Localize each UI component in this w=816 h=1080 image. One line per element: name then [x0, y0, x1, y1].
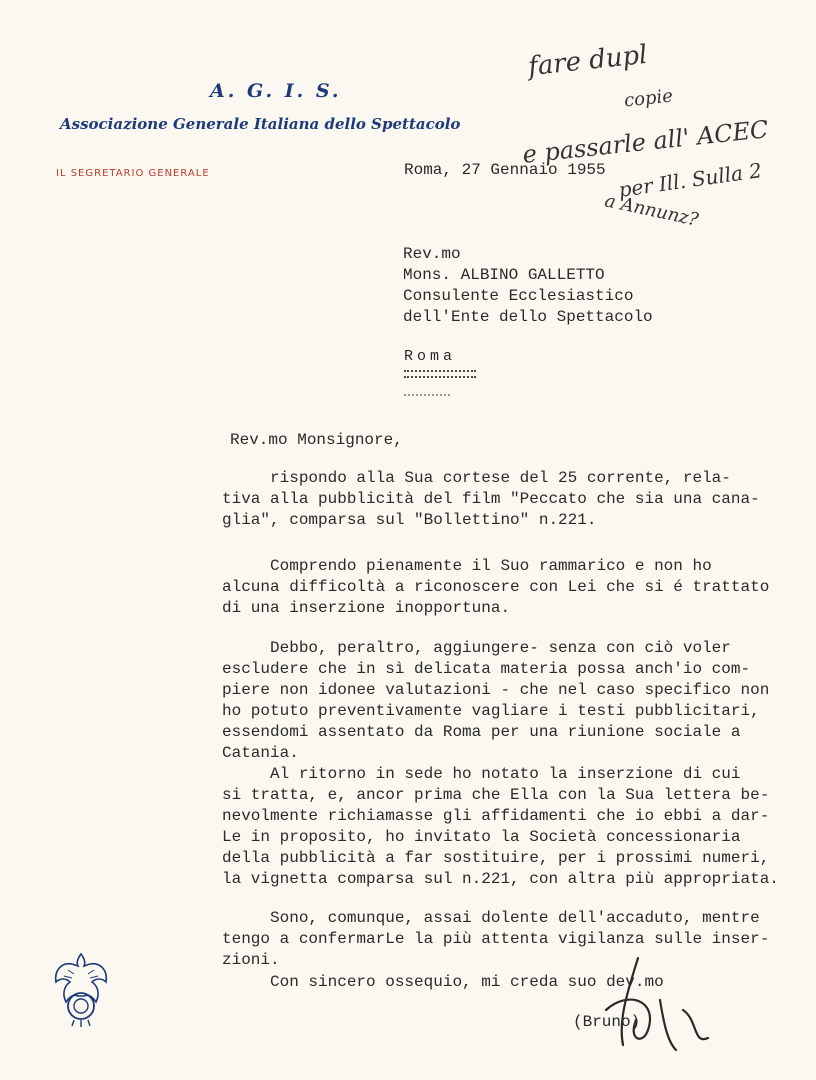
body-line: zioni.: [222, 951, 280, 969]
handwritten-note-line: per Ill. Sulla 2: [617, 158, 764, 202]
body-line: la vignetta comparsa sul n.221, con altra più appropriata.: [222, 870, 779, 888]
recipient-line: Mons. ALBINO GALLETTO: [403, 266, 605, 284]
letterhead-association: Associazione Generale Italiana dello Spettacolo: [60, 115, 461, 133]
eagle-crest-icon: [50, 948, 112, 1028]
handwritten-note-line: copie: [623, 85, 674, 112]
body-line: tengo a confermarLe la più attenta vigilanza sulle inser-: [222, 930, 770, 948]
dotted-divider: [404, 394, 450, 396]
recipient-city: Roma: [404, 348, 457, 365]
city-underline: [404, 370, 476, 378]
body-line: escludere che in sì delicata materia possa anch'io com-: [222, 660, 751, 678]
body-line: della pubblicità a far sostituire, per i prossimi numeri,: [222, 849, 770, 867]
body-line: glia", comparsa sul "Bollettino" n.221.: [222, 511, 597, 529]
body-line: Sono, comunque, assai dolente dell'accaduto, mentre: [222, 909, 760, 927]
body-line: di una inserzione inopportuna.: [222, 599, 511, 617]
body-line: Comprendo pienamente il Suo rammarico e non ho: [222, 557, 712, 575]
signature-name: (Bruno): [573, 1013, 641, 1031]
body-line: piere non idonee valutazioni - che nel caso specifico non: [222, 681, 770, 699]
salutation: Rev.mo Monsignore,: [230, 431, 403, 449]
body-paragraph: [222, 764, 779, 890]
handwritten-note-line: fare dupl: [526, 39, 649, 83]
recipient-line: dell'Ente dello Spettacolo: [403, 308, 653, 326]
body-line: si tratta, e, ancor prima che Ella con la Sua lettera be-: [222, 786, 770, 804]
body-paragraph: [222, 556, 769, 619]
body-line: Le in proposito, ho invitato la Società concessionaria: [222, 828, 741, 846]
body-line: nevolmente richiamasse gli affidamenti che io ebbi a dar-: [222, 807, 770, 825]
body-line: Con sincero ossequio, mi creda suo dev.mo: [222, 973, 664, 991]
handwritten-note-line: e passarle all' ACEC: [521, 115, 770, 169]
body-line: essendomi assentato da Roma per una riunione sociale a: [222, 723, 741, 741]
body-line: ho potuto preventivamente vagliare i testi pubblicitari,: [222, 702, 760, 720]
body-line: Debbo, peraltro, aggiungere- senza con ciò voler: [222, 639, 731, 657]
recipient-block: [403, 244, 653, 328]
body-line: Al ritorno in sede ho notato la inserzione di cui: [222, 765, 741, 783]
recipient-line: Rev.mo: [403, 245, 461, 263]
signature-scribble-icon: [598, 950, 718, 1060]
body-line: alcuna difficoltà a riconoscere con Lei che si é trattato: [222, 578, 770, 596]
body-line: rispondo alla Sua cortese del 25 corrente, rela-: [222, 469, 731, 487]
body-line: tiva alla pubblicità del film "Peccato che sia una cana-: [222, 490, 760, 508]
body-paragraph: [222, 468, 760, 531]
letter-date: Roma, 27 Gennaio 1955: [404, 161, 606, 179]
body-paragraph: [222, 638, 769, 764]
letterhead-acronym: A. G. I. S.: [210, 80, 342, 102]
recipient-line: Consulente Ecclesiastico: [403, 287, 634, 305]
body-line: Catania.: [222, 744, 299, 762]
handwritten-note-line: a Annunz?: [602, 190, 701, 231]
letterhead-office: IL SEGRETARIO GENERALE: [56, 168, 210, 179]
